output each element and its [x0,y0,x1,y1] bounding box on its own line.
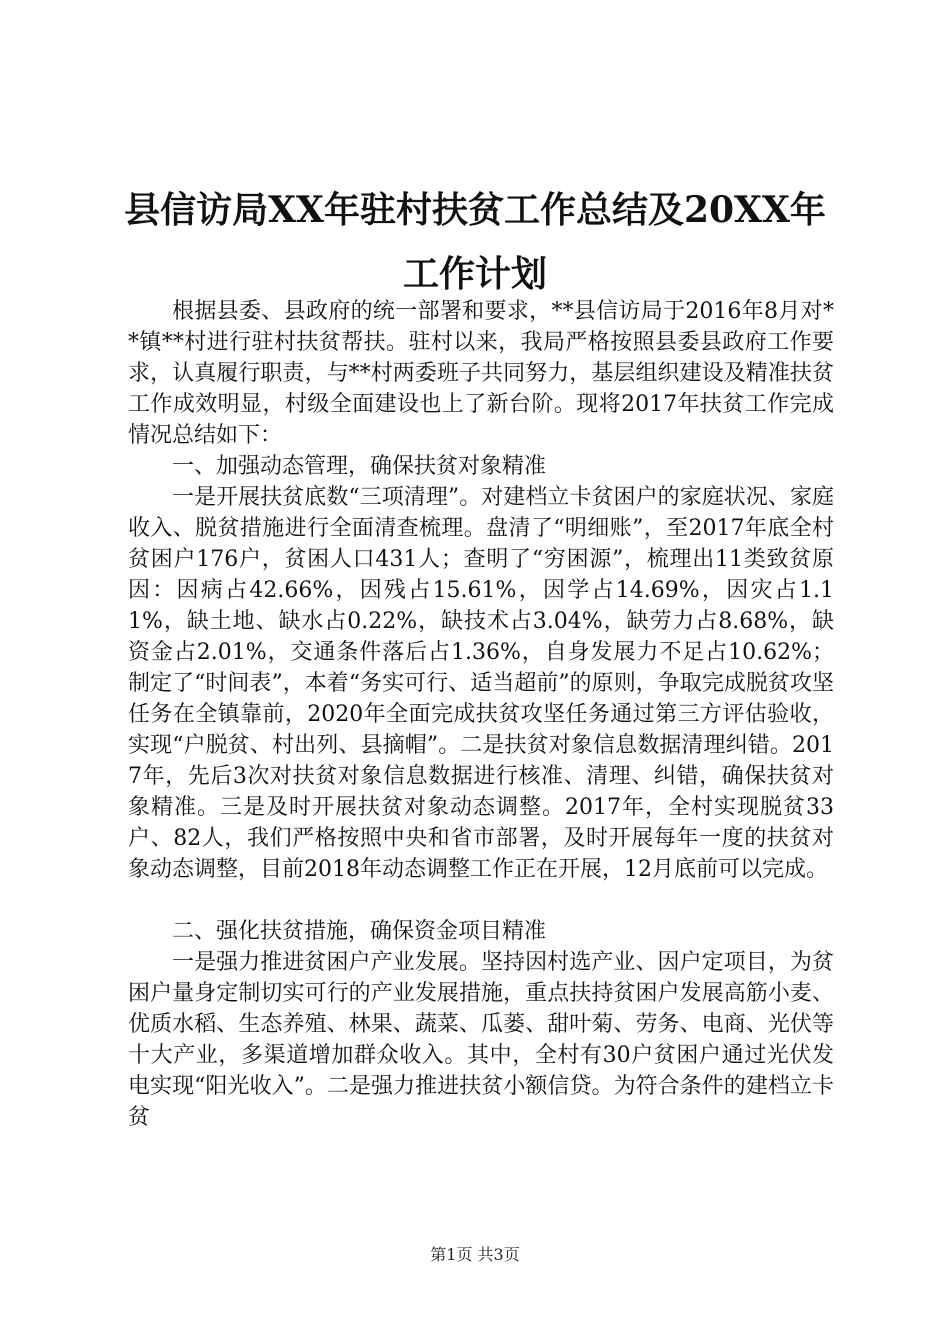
section-2-paragraph: 一是强力推进贫困户产业发展。坚持因村选产业、因户定项目，为贫困户量身定制切实可行的产业发展措施，重点扶持贫困户发展高筋小麦、优质水稻、生态养殖、林果、蔬菜、瓜蒌、甜叶菊、劳务、电商、光伏等十大产业，多渠道增加群众收入。其中，全村有30户贫困户通过光伏发电实现“阳光收入”。二是强力推进扶贫小额信贷。为符合条件的建档立卡贫 [128,950,834,1130]
section-heading-2: 二、强化扶贫措施，确保资金项目精准 [172,919,547,944]
section-heading-1: 一、加强动态管理，确保扶贫对象精准 [172,454,547,479]
document-title: 县信访局XX年驻村扶贫工作总结及20XX年工作计划 [124,189,826,295]
section-1-paragraph: 一是开展扶贫底数“三项清理”。对建档立卡贫困户的家庭状况、家庭收入、脱贫措施进行全面清查梳理。盘清了“明细账”，至2017年底全村贫困户176户，贫困人口431人；查明了“穷困源”，梳理出11类致贫原因：因病占42.66%，因残占15.61%，因学占14.69%，因灾占1.11%，缺土地、缺水占0.22%，缺技术占3.04%，缺劳力占8.68%，缺资金占2.01%，交通条件落后占1.36%，自身发展力不足占10.62%；制定了“时间表”，本着“务实可行、适当超前”的原则，争取完成脱贫攻坚任务在全镇靠前，2020年全面完成扶贫攻坚任务通过第三方评估验收，实现“户脱贫、村出列、县摘帽”。二是扶贫对象信息数据清理纠错。2017年，先后3次对扶贫对象信息数据进行核准、清理、纠错，确保扶贫对象精准。三是及时开展扶贫对象动态调整。2017年，全村实现脱贫33户、82人，我们严格按照中央和省市部署，及时开展每年一度的扶贫对象动态调整，目前2018年动态调整工作正在开展，12月底前可以完成。 [128,485,834,882]
document-body [128,296,834,1133]
intro-paragraph: 根据县委、县政府的统一部署和要求，**县信访局于2016年8月对**镇**村进行驻村扶贫帮扶。驻村以来，我局严格按照县委县政府工作要求，认真履行职责，与**村两委班子共同努力，基层组织建设及精准扶贫工作成效明显，村级全面建设也上了新台阶。现将2017年扶贫工作完成情况总结如下： [128,299,834,448]
page-footer: 第1页 共3页 [430,1245,520,1264]
paragraph-spacer [128,885,834,916]
